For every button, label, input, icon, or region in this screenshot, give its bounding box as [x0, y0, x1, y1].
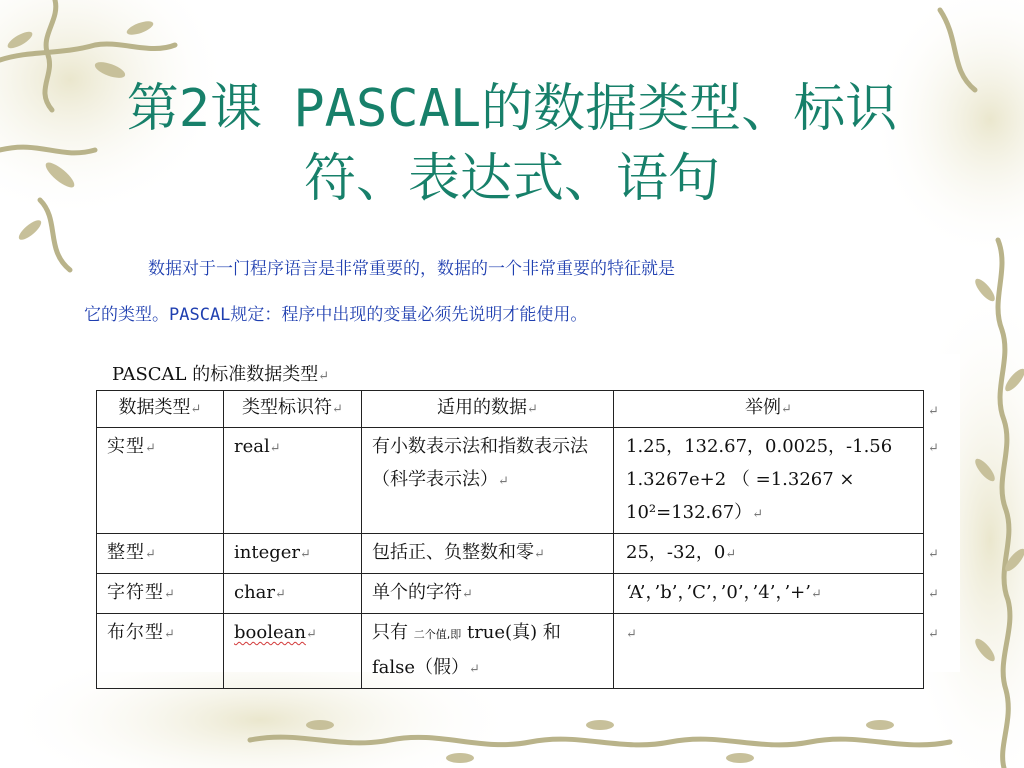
cell-identifier: char↵	[224, 574, 362, 614]
cell-identifier: integer↵	[224, 534, 362, 574]
table-row: 布尔型↵ boolean↵ 只有 二个值,即 true(真) 和 false（假）↵ ↵ ↵	[97, 614, 954, 689]
intro-paragraph	[84, 246, 964, 338]
header-applicable-data: 适用的数据↵	[362, 391, 614, 428]
data-types-table	[96, 390, 954, 689]
slide-title	[40, 74, 984, 214]
cell-identifier: boolean↵	[224, 614, 362, 689]
cell-type: 整型↵	[97, 534, 224, 574]
intro-paragraph-line1: 数据对于一门程序语言是非常重要的，数据的一个非常重要的特征就是	[148, 259, 675, 279]
cell-applicable: 单个的字符↵	[362, 574, 614, 614]
intro-paragraph-line2: 它的类型。PASCAL规定：程序中出现的变量必须先说明才能使用。	[84, 305, 588, 325]
table-row: 实型↵ real↵ 有小数表示法和指数表示法（科学表示法）↵ 1.25，132.67，0.0025，-1.56 1.3267e+2 （ =1.3267 × 10²=132.67）↵ ↵	[97, 428, 954, 534]
cell-type: 实型↵	[97, 428, 224, 534]
header-identifier: 类型标识符↵	[224, 391, 362, 428]
header-data-type: 数据类型↵	[97, 391, 224, 428]
slide-title-line1: 第2课 PASCAL的数据类型、标识	[126, 79, 898, 139]
slide-title-line2: 符、表达式、语句	[303, 149, 720, 209]
cell-example: 1.25，132.67，0.0025，-1.56 1.3267e+2 （ =1.3267 × 10²=132.67）↵	[614, 428, 924, 534]
table-row: 字符型↵ char↵ 单个的字符↵ ‘A’，’b’，’C’，’0’，’4’，’+’↵ ↵	[97, 574, 954, 614]
cell-type: 字符型↵	[97, 574, 224, 614]
cell-type: 布尔型↵	[97, 614, 224, 689]
cell-example: 25，-32，0↵	[614, 534, 924, 574]
table-header-row: 数据类型↵ 类型标识符↵ 适用的数据↵ 举例↵ ↵	[97, 391, 954, 428]
cell-applicable: 有小数表示法和指数表示法（科学表示法）↵	[362, 428, 614, 534]
header-example: 举例↵	[614, 391, 924, 428]
cell-identifier: real↵	[224, 428, 362, 534]
cell-example: ↵	[614, 614, 924, 689]
cell-applicable: 包括正、负整数和零↵	[362, 534, 614, 574]
table-row: 整型↵ integer↵ 包括正、负整数和零↵ 25，-32，0↵ ↵	[97, 534, 954, 574]
data-types-table-panel	[96, 354, 960, 678]
cell-example: ‘A’，’b’，’C’，’0’，’4’，’+’↵	[614, 574, 924, 614]
table-caption: PASCAL 的标准数据类型↵	[112, 364, 330, 385]
cell-applicable: 只有 二个值,即 true(真) 和 false（假）↵	[362, 614, 614, 689]
